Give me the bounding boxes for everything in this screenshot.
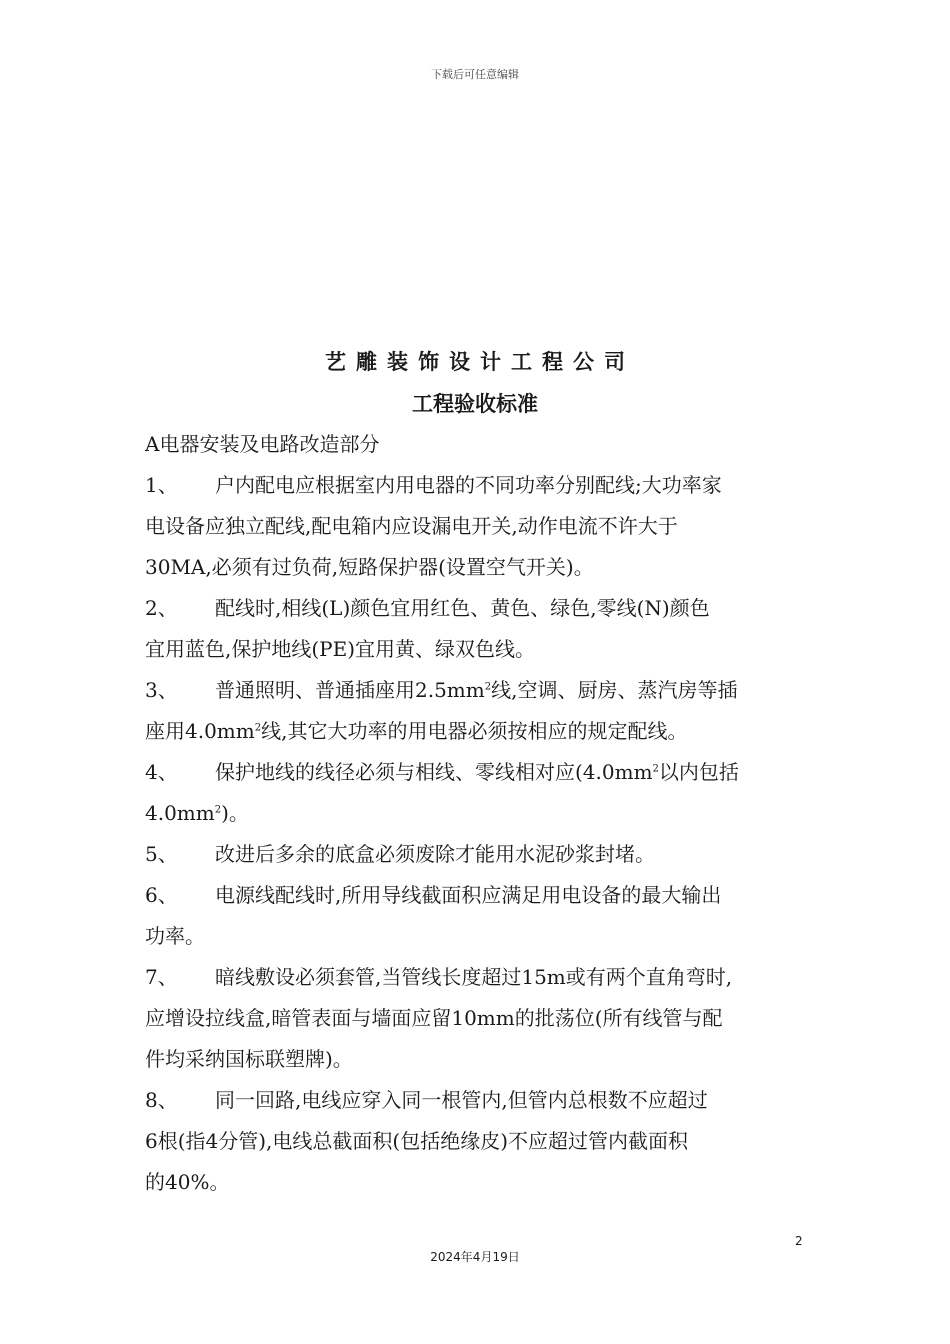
item-text: 4.0mm xyxy=(145,801,215,825)
superscript: 2 xyxy=(484,681,492,693)
item-text: 保护地线的线径必须与相线、零线相对应(4.0mm xyxy=(215,760,653,784)
item-text: )。 xyxy=(221,801,249,825)
document-body xyxy=(145,424,815,1203)
item-2-line-1 xyxy=(145,588,815,629)
header-note: 下载后可任意编辑 xyxy=(431,68,519,81)
footer-date: 2024年4月19日 xyxy=(430,1250,520,1264)
superscript: 2 xyxy=(214,804,222,816)
item-text: 应增设拉线盒,暗管表面与墙面应留10mm的批荡位(所有线管与配 xyxy=(145,1006,723,1030)
item-text: 电设备应独立配线,配电箱内应设漏电开关,动作电流不许大于 xyxy=(145,514,678,538)
item-text: 改进后多余的底盒必须废除才能用水泥砂浆封堵。 xyxy=(215,842,655,866)
item-2-line-2 xyxy=(145,629,815,670)
item-1-line-1 xyxy=(145,465,815,506)
company-title: 艺雕装饰设计工程公司 xyxy=(325,350,635,374)
item-7-line-2 xyxy=(145,998,815,1039)
item-text: 功率。 xyxy=(145,924,205,948)
item-text: 以内包括 xyxy=(658,760,739,784)
item-6-line-2 xyxy=(145,916,815,957)
item-text: 座用4.0mm xyxy=(145,719,255,743)
superscript: 2 xyxy=(652,763,659,775)
item-number: 1、 xyxy=(145,473,178,497)
item-8-line-1 xyxy=(145,1080,815,1121)
item-text: 线,空调、厨房、蒸汽房等插 xyxy=(491,678,738,702)
item-3-line-1 xyxy=(145,670,815,711)
item-number: 3、 xyxy=(145,678,178,702)
item-text: 同一回路,电线应穿入同一根管内,但管内总根数不应超过 xyxy=(215,1088,708,1112)
item-text: 配线时,相线(L)颜色宜用红色、黄色、绿色,零线(N)颜色 xyxy=(215,596,710,620)
item-text: 件均采纳国标联塑牌)。 xyxy=(145,1047,353,1071)
item-number: 5、 xyxy=(145,842,178,866)
item-text: 电源线配线时,所用导线截面积应满足用电设备的最大输出 xyxy=(215,883,722,907)
item-3-line-2 xyxy=(145,711,815,752)
item-1-line-3 xyxy=(145,547,815,588)
item-4-line-2 xyxy=(145,793,815,834)
item-text: 暗线敷设必须套管,当管线长度超过15m或有两个直角弯时, xyxy=(215,965,733,989)
item-8-line-3 xyxy=(145,1162,815,1203)
item-number: 4、 xyxy=(145,760,178,784)
item-text: 6根(指4分管),电线总截面积(包括绝缘皮)不应超过管内截面积 xyxy=(145,1129,689,1153)
item-text: 户内配电应根据室内用电器的不同功率分别配线;大功率家 xyxy=(215,473,722,497)
item-5-line-1 xyxy=(145,834,815,875)
item-8-line-2 xyxy=(145,1121,815,1162)
item-text: 的40%。 xyxy=(145,1170,230,1194)
item-4-line-1 xyxy=(145,752,815,793)
item-number: 8、 xyxy=(145,1088,178,1112)
item-text: 普通照明、普通插座用2.5mm xyxy=(215,678,485,702)
item-number: 6、 xyxy=(145,883,178,907)
item-7-line-3 xyxy=(145,1039,815,1080)
item-number: 7、 xyxy=(145,965,178,989)
item-text: 线,其它大功率的用电器必须按相应的规定配线。 xyxy=(261,719,688,743)
item-1-line-2 xyxy=(145,506,815,547)
superscript: 2 xyxy=(254,722,262,734)
item-6-line-1 xyxy=(145,875,815,916)
item-text: 30MA,必须有过负荷,短路保护器(设置空气开关)。 xyxy=(145,555,594,579)
item-7-line-1 xyxy=(145,957,815,998)
page-number: 2 xyxy=(795,1234,803,1248)
document-title: 工程验收标准 xyxy=(412,392,538,416)
item-number: 2、 xyxy=(145,596,178,620)
section-heading: A电器安装及电路改造部分 xyxy=(145,432,380,456)
item-text: 宜用蓝色,保护地线(PE)宜用黄、绿双色线。 xyxy=(145,637,536,661)
